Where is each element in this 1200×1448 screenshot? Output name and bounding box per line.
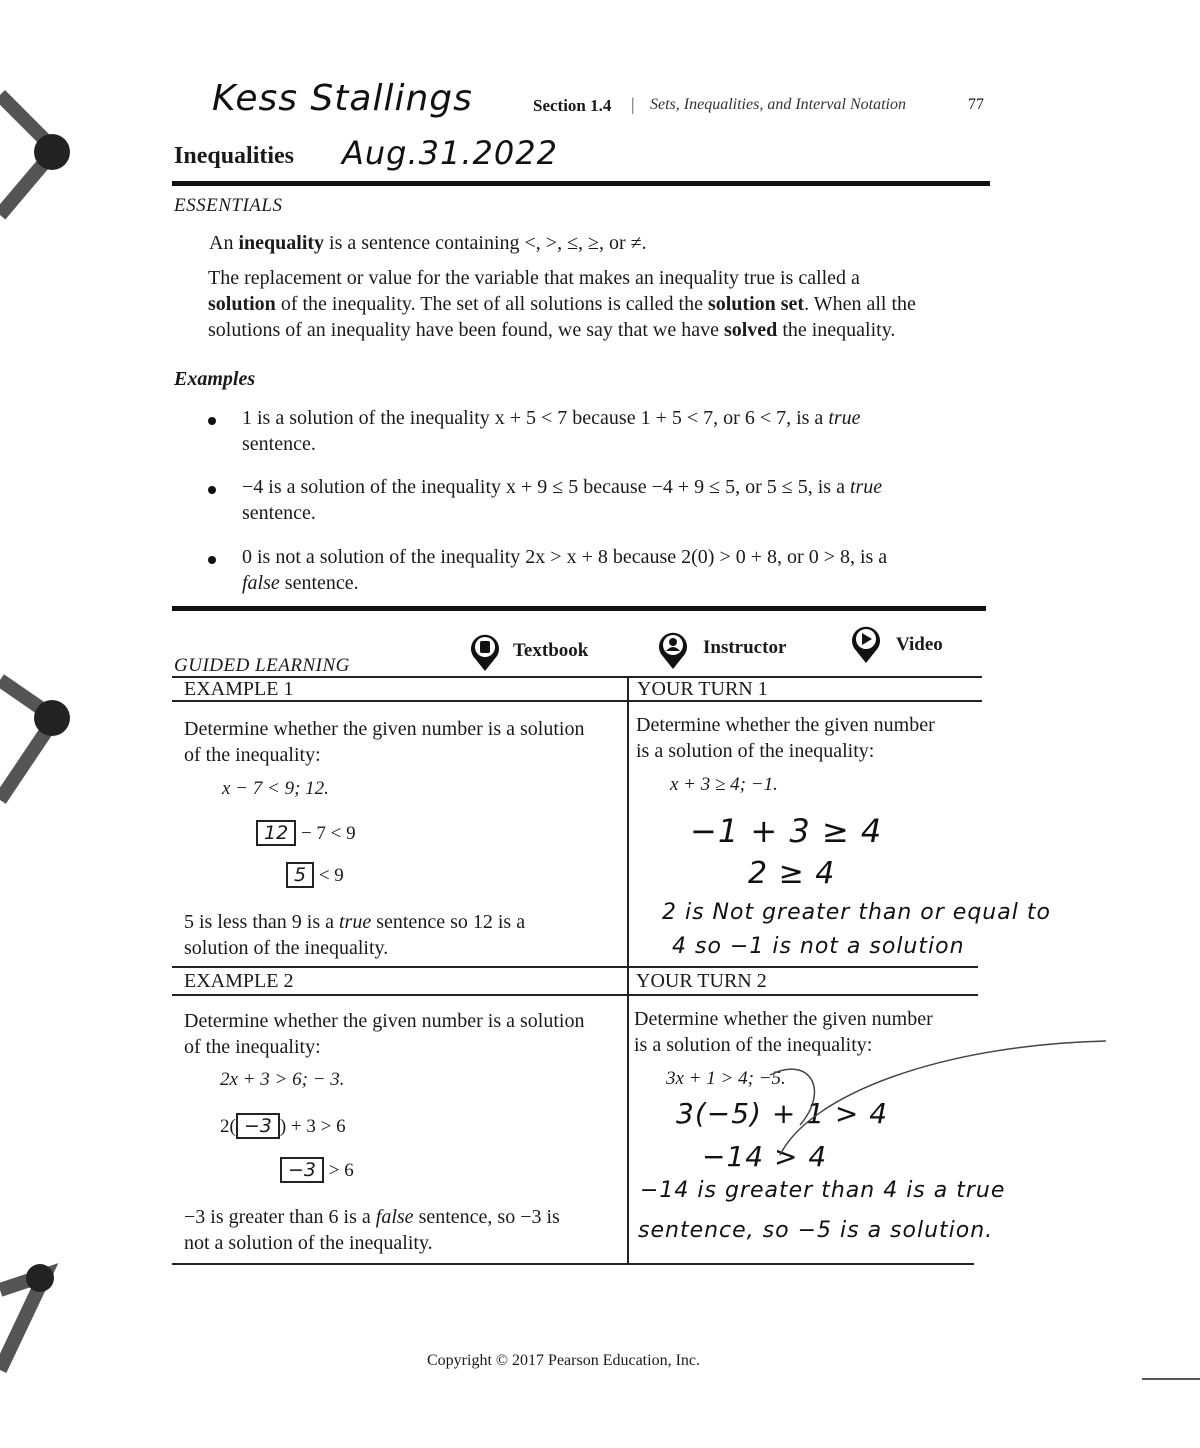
- section-number: Section 1.4: [533, 96, 612, 115]
- copyright-notice: Copyright © 2017 Pearson Education, Inc.: [427, 1352, 700, 1369]
- table-rule-top: [172, 676, 982, 678]
- your-turn-2-problem: 3x + 1 > 4; −5.: [666, 1068, 786, 1089]
- substituted-value-box: 12: [256, 820, 296, 846]
- text: solutions of an inequality have been found, we say that we have: [208, 319, 719, 341]
- handwritten-name: Kess Stallings: [212, 78, 473, 119]
- text-line: solution of the inequality.: [184, 937, 389, 959]
- result-value-box: −3: [280, 1157, 324, 1183]
- binder-ring-top: [0, 95, 70, 215]
- term-solved: solved: [723, 319, 778, 341]
- table-rule-middle: [172, 966, 978, 968]
- your-turn-1-work-line-2: 2 ≥ 4: [748, 856, 836, 891]
- your-turn-1-work-line-1: −1 + 3 ≥ 4: [690, 812, 883, 850]
- examples-label: Examples: [174, 368, 256, 390]
- essentials-paragraph-1: [209, 230, 969, 256]
- example-item-1: [242, 405, 962, 457]
- text: sentence, so −3 is: [418, 1206, 560, 1228]
- text: of the inequality. The set of all solutions is called the: [280, 293, 703, 315]
- text: − 7 < 9: [300, 823, 356, 844]
- table-rule-heading2: [172, 994, 978, 996]
- text: is a sentence containing <, >, ≤, ≥, or ≠.: [329, 232, 647, 254]
- result-value-box: 5: [286, 862, 314, 888]
- table-rule-bottom: [172, 1263, 974, 1265]
- text: sentence.: [284, 572, 359, 594]
- bullet: [208, 556, 216, 564]
- your-turn-2-answer-line-1: −14 is greater than 4 is a true: [640, 1178, 1006, 1203]
- text: −3 is greater than 6 is a: [184, 1206, 371, 1228]
- text: > 6: [328, 1160, 354, 1181]
- text: sentence.: [242, 502, 316, 524]
- your-turn-2-work-line-2: −14 > 4: [702, 1140, 828, 1173]
- text: the inequality.: [782, 319, 896, 341]
- example-1-prompt: [184, 716, 624, 768]
- example-1-conclusion: [184, 909, 624, 961]
- text: sentence.: [242, 433, 316, 455]
- binder-ring-middle: [0, 680, 70, 800]
- text-line: [208, 291, 988, 317]
- your-turn-1-heading: YOUR TURN 1: [637, 678, 768, 700]
- example-1-problem: x − 7 < 9; 12.: [222, 778, 329, 799]
- text-line: Determine whether the given number: [634, 1008, 933, 1030]
- instructor-icon[interactable]: [656, 630, 690, 670]
- essentials-label: ESSENTIALS: [174, 195, 283, 216]
- text: 1 is a solution of the inequality x + 5 < 7 because 1 + 5 < 7, or 6 < 7, is a: [242, 407, 824, 429]
- bullet: [208, 486, 216, 494]
- text-line: of the inequality:: [184, 744, 321, 766]
- text: 2(: [220, 1116, 236, 1137]
- binder-ring-bottom: [0, 1264, 54, 1370]
- your-turn-2-answer-line-2: sentence, so −5 is a solution.: [638, 1218, 994, 1243]
- text: < 9: [318, 865, 344, 886]
- text: ) + 3 > 6: [279, 1116, 346, 1137]
- your-turn-1-problem: x + 3 ≥ 4; −1.: [670, 774, 778, 795]
- bullet: [208, 417, 216, 425]
- binder-rings: [0, 0, 90, 1448]
- example-1-heading: EXAMPLE 1: [184, 678, 294, 700]
- example-2-prompt: [184, 1008, 624, 1060]
- table-column-divider: [627, 677, 629, 1264]
- example-2-problem: 2x + 3 > 6; − 3.: [220, 1069, 345, 1090]
- page-number: 77: [968, 96, 984, 113]
- example-item-3: [242, 544, 962, 596]
- text-line: Determine whether the given number: [636, 714, 935, 736]
- text: An: [209, 232, 234, 254]
- term-solution: solution: [208, 293, 276, 315]
- example-item-2: [242, 474, 962, 526]
- text-line: is a solution of the inequality:: [636, 740, 875, 762]
- term-solution-set: solution set: [707, 293, 805, 315]
- emph: true: [849, 476, 883, 498]
- your-turn-1-prompt: [636, 712, 976, 764]
- substituted-value-box: −3: [236, 1113, 280, 1139]
- term-inequality: inequality: [238, 232, 325, 254]
- your-turn-2-work-line-1: 3(−5) + 1 > 4: [676, 1097, 889, 1130]
- text-line: The replacement or value for the variable that makes an inequality true is called a: [208, 267, 860, 289]
- your-turn-1-answer-line-2: 4 so −1 is not a solution: [672, 934, 965, 959]
- table-rule-heading1: [172, 700, 982, 702]
- text: 0 is not a solution of the inequality 2x > x + 8 because 2(0) > 0 + 8, or 0 > 8, is a: [242, 546, 888, 568]
- your-turn-2-heading: YOUR TURN 2: [636, 970, 767, 992]
- text-line: Determine whether the given number is a solution: [184, 718, 585, 740]
- instructor-label[interactable]: Instructor: [703, 637, 787, 658]
- video-label[interactable]: Video: [896, 634, 943, 655]
- example-2-heading: EXAMPLE 2: [184, 970, 294, 992]
- text-line: of the inequality:: [184, 1036, 321, 1058]
- text: sentence so 12 is a: [376, 911, 526, 933]
- essentials-paragraph-2: [208, 265, 988, 343]
- examples-rule: [172, 606, 986, 611]
- edge-mark: [1142, 1378, 1200, 1380]
- text: −4 is a solution of the inequality x + 9 ≤ 5 because −4 + 9 ≤ 5, or 5 ≤ 5, is a: [242, 476, 845, 498]
- handwritten-date: Aug.31.2022: [342, 134, 558, 172]
- example-1-step-2: [286, 862, 344, 888]
- header-rule: [172, 181, 990, 186]
- text-line: [208, 317, 988, 343]
- example-2-conclusion: [184, 1204, 624, 1256]
- pen-stroke-annotation: [740, 1035, 1120, 1175]
- video-play-icon[interactable]: [849, 624, 883, 664]
- text: . When all the: [804, 293, 916, 315]
- example-2-step-1: [220, 1113, 346, 1139]
- emph: false: [375, 1206, 414, 1228]
- your-turn-1-answer-line-1: 2 is Not greater than or equal to: [662, 900, 1051, 925]
- text-line: is a solution of the inequality:: [634, 1034, 873, 1056]
- textbook-label[interactable]: Textbook: [513, 640, 589, 661]
- guided-learning-label: GUIDED LEARNING: [174, 655, 350, 676]
- text: 5 is less than 9 is a: [184, 911, 334, 933]
- emph: true: [339, 911, 372, 933]
- emph: true: [828, 407, 861, 429]
- textbook-icon[interactable]: [468, 632, 502, 672]
- section-divider: |: [631, 94, 635, 114]
- emph: false: [242, 572, 280, 594]
- text-line: not a solution of the inequality.: [184, 1232, 433, 1254]
- example-1-step-1: [256, 820, 356, 846]
- example-2-step-2: [280, 1157, 354, 1183]
- section-title: Sets, Inequalities, and Interval Notation: [650, 96, 906, 113]
- page-title: Inequalities: [174, 143, 295, 169]
- text-line: Determine whether the given number is a solution: [184, 1010, 585, 1032]
